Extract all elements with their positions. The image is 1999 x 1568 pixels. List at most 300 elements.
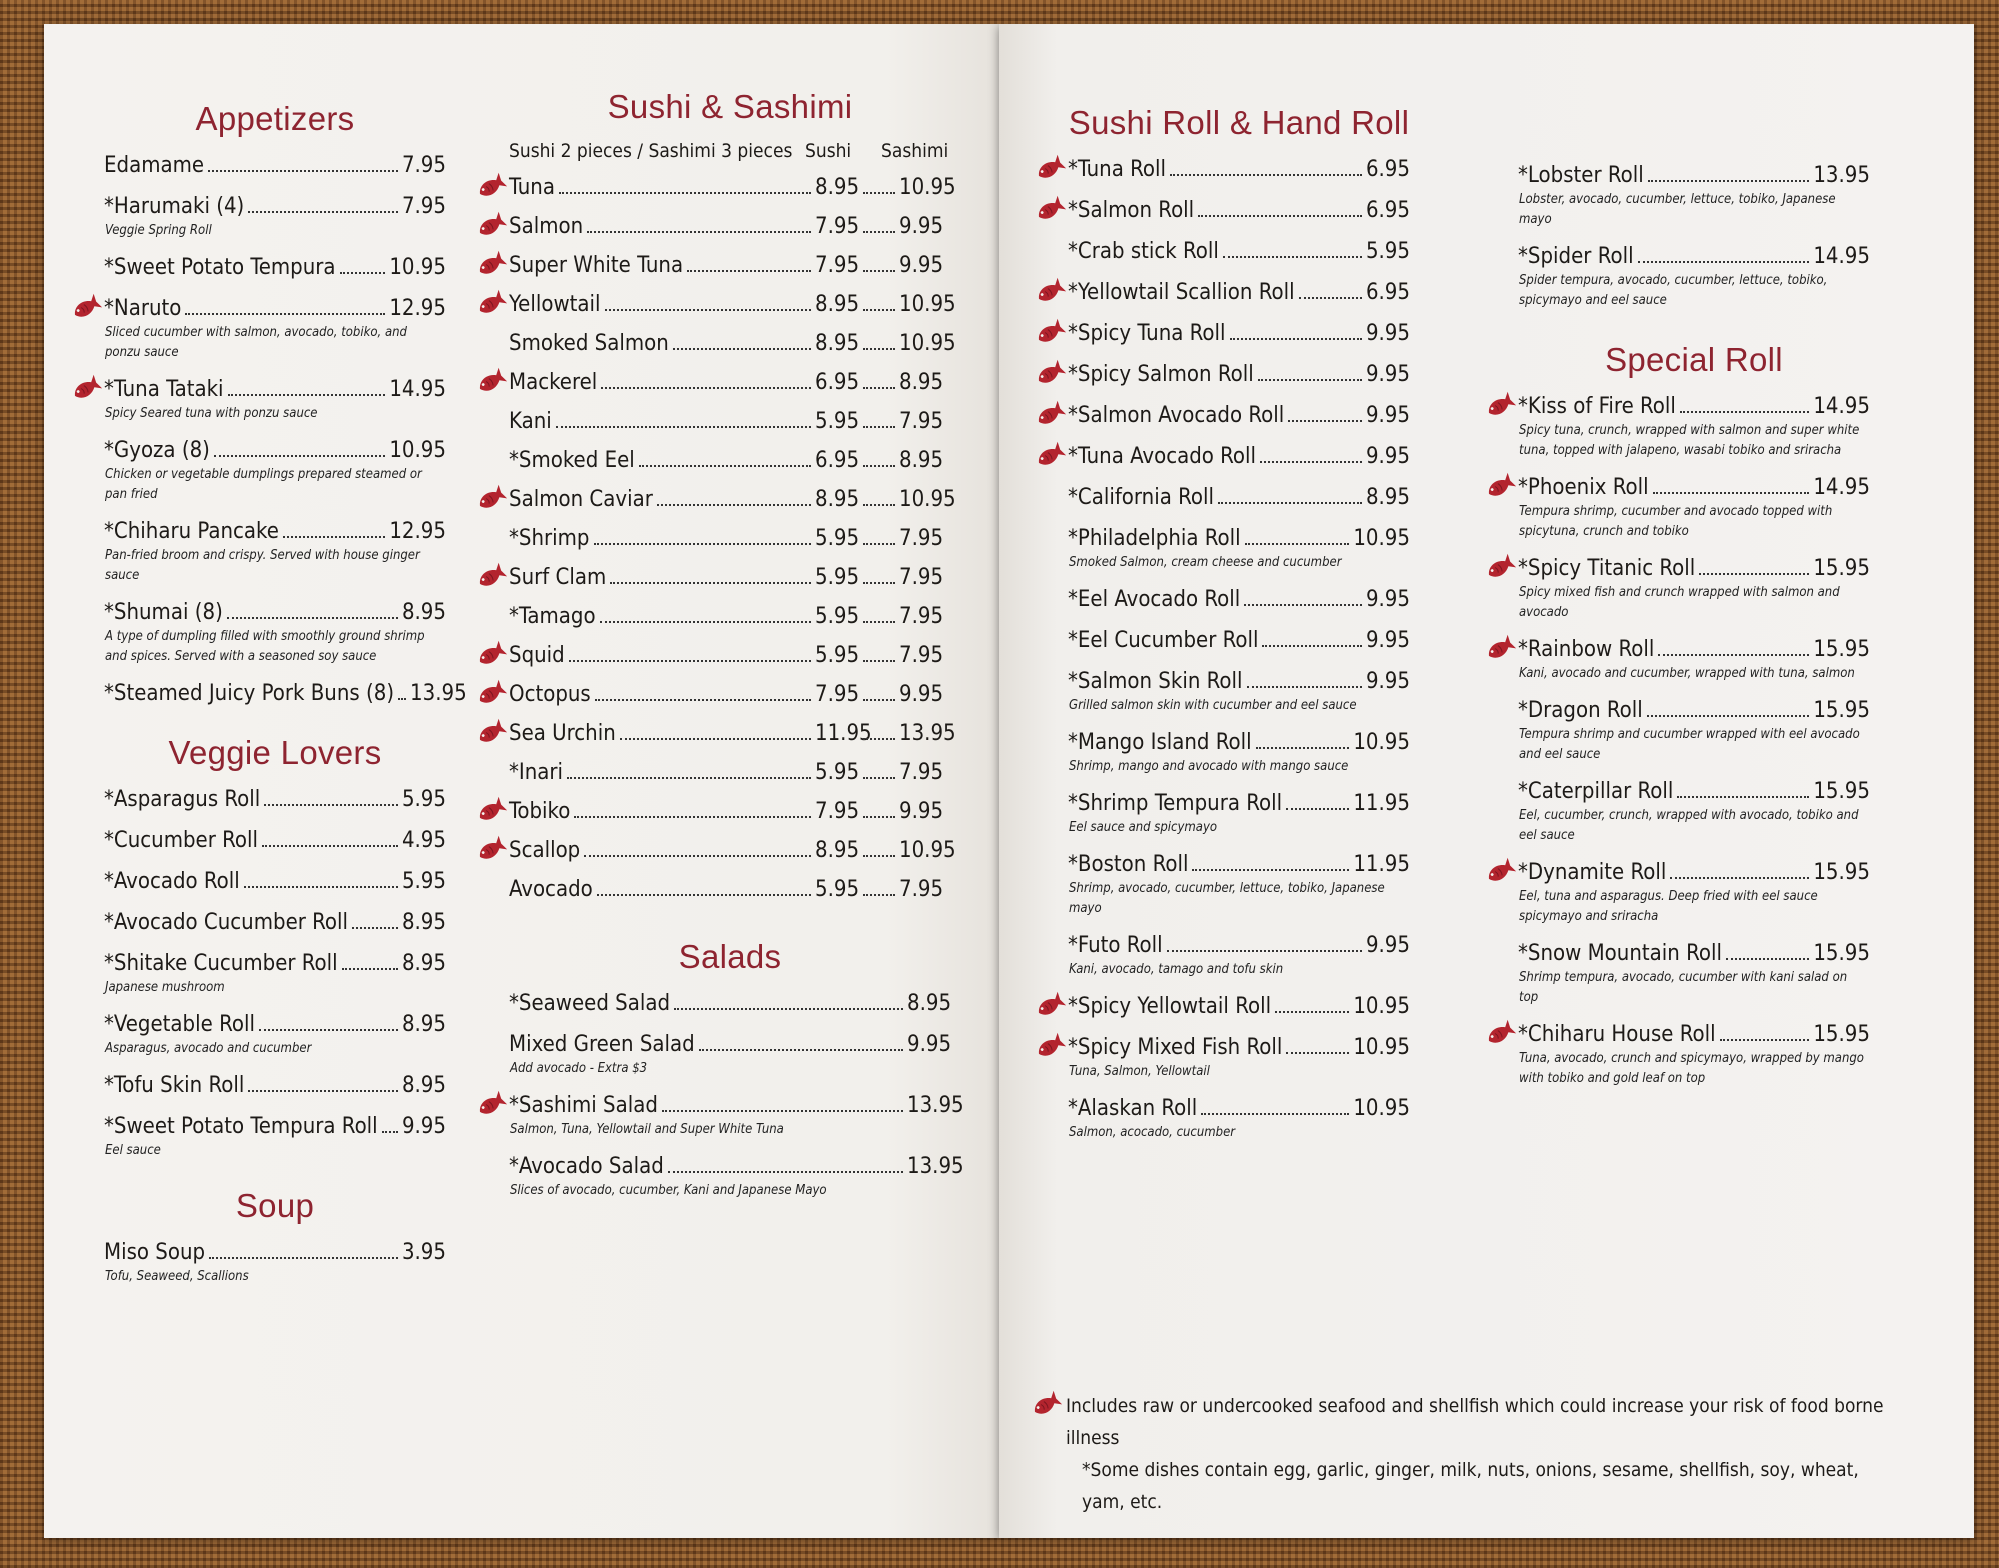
raw-fish-icon bbox=[1034, 991, 1066, 1021]
menu-item-line bbox=[509, 369, 951, 397]
menu-item-name: *Avocado Cucumber Roll bbox=[104, 910, 349, 935]
dot-leader bbox=[1299, 297, 1362, 299]
menu-item-name: *Steamed Juicy Pork Buns (8) bbox=[104, 681, 395, 706]
menu-item bbox=[509, 1153, 964, 1201]
menu-item-line bbox=[1068, 156, 1410, 184]
menu-item-price: 5.95 bbox=[1365, 239, 1410, 264]
menu-item-line bbox=[509, 837, 956, 865]
menu-item-description: Kani, avocado and cucumber, wrapped with tuna, salmon bbox=[1519, 666, 1855, 681]
sashimi-price: 9.95 bbox=[899, 799, 944, 824]
dot-leader bbox=[214, 455, 385, 457]
dot-leader bbox=[863, 699, 895, 701]
menu-item bbox=[104, 827, 446, 855]
menu-item-line bbox=[509, 447, 951, 475]
appetizers-title: Appetizers bbox=[195, 100, 355, 137]
dot-leader bbox=[1647, 715, 1810, 717]
sushi-title: Sushi & Sashimi bbox=[607, 88, 853, 125]
menu-item bbox=[1518, 778, 1870, 846]
dot-leader bbox=[352, 927, 398, 929]
menu-item-line bbox=[1068, 361, 1410, 389]
menu-item-name: *Shitake Cucumber Roll bbox=[104, 951, 338, 976]
menu-item-name: Avocado bbox=[509, 877, 593, 902]
dot-leader bbox=[567, 777, 811, 779]
menu-item-line bbox=[1068, 1034, 1410, 1062]
raw-fish-icon bbox=[475, 640, 507, 670]
menu-item-name: Mackerel bbox=[509, 370, 598, 395]
menu-item-line bbox=[1518, 778, 1870, 806]
menu-item bbox=[104, 680, 467, 708]
menu-item bbox=[509, 252, 951, 280]
menu-item-name: *Vegetable Roll bbox=[104, 1012, 255, 1037]
menu-item-name: Salmon Caviar bbox=[509, 487, 653, 512]
dot-leader bbox=[264, 804, 398, 806]
menu-item-description: Slices of avocado, cucumber, Kani and Japanese Mayo bbox=[510, 1183, 827, 1198]
menu-item bbox=[1068, 1095, 1410, 1143]
menu-item-line bbox=[509, 486, 956, 514]
menu-item-name: *Salmon Skin Roll bbox=[1068, 669, 1243, 694]
menu-item bbox=[509, 1031, 951, 1079]
menu-item-price: 15.95 bbox=[1813, 698, 1870, 723]
sushi-price: 5.95 bbox=[815, 760, 860, 785]
menu-item-description: Veggie Spring Roll bbox=[105, 223, 212, 238]
menu-item-price: 10.95 bbox=[389, 255, 446, 280]
menu-item-description: Eel, cucumber, crunch, wrapped with avocado, tobiko and eel sauce bbox=[1519, 808, 1859, 843]
raw-fish-icon bbox=[475, 250, 507, 280]
menu-item-price: 15.95 bbox=[1813, 779, 1870, 804]
menu-notes bbox=[1066, 1390, 1896, 1518]
menu-item-line bbox=[1518, 697, 1870, 725]
menu-item-line bbox=[1068, 729, 1410, 757]
menu-item bbox=[1518, 474, 1870, 542]
raw-fish-icon bbox=[1034, 1032, 1066, 1062]
menu-item-name: *Seaweed Salad bbox=[509, 991, 671, 1016]
menu-item-description: Shrimp tempura, avocado, cucumber with kani salad on top bbox=[1519, 970, 1848, 1005]
menu-item-line bbox=[1518, 940, 1870, 968]
menu-item-line bbox=[509, 213, 951, 241]
rolls-title: Sushi Roll & Hand Roll bbox=[1068, 104, 1410, 141]
menu-item-price: 8.95 bbox=[401, 1012, 446, 1037]
menu-item-name: Yellowtail bbox=[509, 292, 601, 317]
menu-item bbox=[1068, 484, 1410, 512]
menu-item bbox=[104, 1239, 446, 1287]
dot-leader bbox=[283, 536, 385, 538]
menu-item-line bbox=[1518, 555, 1870, 583]
menu-item-name: *Yellowtail Scallion Roll bbox=[1068, 280, 1295, 305]
dot-leader bbox=[1223, 256, 1362, 258]
dot-leader bbox=[863, 426, 895, 428]
menu-item-line bbox=[104, 950, 446, 978]
menu-item-price: 13.95 bbox=[907, 1093, 964, 1118]
dot-leader bbox=[863, 465, 895, 467]
dot-leader bbox=[1198, 215, 1362, 217]
menu-item bbox=[104, 254, 446, 282]
sashimi-price: 7.95 bbox=[899, 643, 944, 668]
dot-leader bbox=[610, 582, 811, 584]
dot-leader bbox=[398, 698, 406, 700]
menu-item-name: *California Roll bbox=[1068, 485, 1214, 510]
menu-item-line bbox=[104, 152, 446, 180]
raw-fish-icon bbox=[1484, 391, 1516, 421]
dot-leader bbox=[863, 816, 895, 818]
menu-item-line bbox=[104, 518, 446, 546]
menu-item-line bbox=[104, 599, 446, 627]
raw-fish-icon bbox=[475, 1090, 507, 1120]
veggie-title: Veggie Lovers bbox=[168, 734, 382, 771]
dot-leader bbox=[1247, 686, 1362, 688]
menu-item-price: 9.95 bbox=[1365, 321, 1410, 346]
menu-item bbox=[509, 603, 951, 631]
dot-leader bbox=[1192, 869, 1349, 871]
menu-item-line bbox=[1068, 627, 1410, 655]
menu-item-name: *Spicy Tuna Roll bbox=[1068, 321, 1226, 346]
menu-item-name: Tobiko bbox=[509, 799, 571, 824]
menu-item-price: 14.95 bbox=[1813, 394, 1870, 419]
menu-item bbox=[104, 950, 446, 998]
menu-item-price: 10.95 bbox=[1353, 994, 1410, 1019]
menu-item-name: *Tuna Avocado Roll bbox=[1068, 444, 1257, 469]
menu-item bbox=[1068, 156, 1410, 184]
raw-fish-icon bbox=[70, 293, 102, 323]
menu-item bbox=[104, 376, 446, 424]
menu-item-price: 9.95 bbox=[1365, 444, 1410, 469]
sushi-price: 8.95 bbox=[815, 175, 860, 200]
raw-fish-icon bbox=[475, 796, 507, 826]
menu-item-price: 8.95 bbox=[907, 991, 952, 1016]
menu-item-name: Scallop bbox=[509, 838, 581, 863]
menu-item-description: Tempura shrimp and cucumber wrapped with eel avocado and eel sauce bbox=[1519, 727, 1860, 762]
menu-item bbox=[1518, 393, 1870, 461]
menu-item bbox=[1068, 443, 1410, 471]
menu-item-line bbox=[509, 252, 951, 280]
menu-item-line bbox=[1068, 402, 1410, 430]
sushi-price: 5.95 bbox=[815, 565, 860, 590]
menu-item-price: 9.95 bbox=[907, 1032, 952, 1057]
menu-item-name: *Tamago bbox=[509, 604, 596, 629]
menu-item-description: Shrimp, mango and avocado with mango sauce bbox=[1069, 759, 1349, 774]
dot-leader bbox=[1245, 543, 1350, 545]
raw-fish-icon bbox=[475, 172, 507, 202]
menu-item-price: 9.95 bbox=[1365, 362, 1410, 387]
dot-leader bbox=[674, 1008, 903, 1010]
dot-leader bbox=[863, 855, 895, 857]
rolls-column bbox=[1068, 104, 1410, 1156]
menu-item-line bbox=[1068, 586, 1410, 614]
dot-leader bbox=[584, 855, 811, 857]
menu-item bbox=[509, 720, 956, 748]
menu-item-line bbox=[509, 330, 956, 358]
menu-item-name: *Caterpillar Roll bbox=[1518, 779, 1674, 804]
menu-item-price: 8.95 bbox=[401, 600, 446, 625]
sashimi-price: 10.95 bbox=[899, 175, 956, 200]
menu-item bbox=[1068, 851, 1410, 919]
menu-item-name: *Boston Roll bbox=[1068, 852, 1189, 877]
dot-leader bbox=[863, 621, 895, 623]
dot-leader bbox=[1260, 461, 1362, 463]
menu-item-line bbox=[104, 295, 446, 323]
menu-item bbox=[509, 447, 951, 475]
sushi-price: 7.95 bbox=[815, 253, 860, 278]
sushi-price: 6.95 bbox=[815, 448, 860, 473]
sushi-price: 11.95 bbox=[815, 721, 872, 746]
menu-item bbox=[1518, 162, 1870, 230]
menu-item-line bbox=[1518, 162, 1870, 190]
dot-leader bbox=[340, 272, 386, 274]
allergen-text: *Some dishes contain egg, garlic, ginger, milk, nuts, onions, sesame, shellfish, soy, wheat, yam, etc. bbox=[1082, 1459, 1859, 1513]
menu-item-name: *Crab stick Roll bbox=[1068, 239, 1219, 264]
sushi-price: 7.95 bbox=[815, 799, 860, 824]
menu-item-name: *Philadelphia Roll bbox=[1068, 526, 1241, 551]
sashimi-price: 10.95 bbox=[899, 487, 956, 512]
dot-leader bbox=[1677, 796, 1809, 798]
menu-item-description: Asparagus, avocado and cucumber bbox=[105, 1041, 312, 1056]
dot-leader bbox=[673, 348, 811, 350]
menu-item-name: *Kiss of Fire Roll bbox=[1518, 394, 1676, 419]
menu-item-description: Pan-fried broom and crispy. Served with house ginger sauce bbox=[105, 548, 420, 583]
soup-list bbox=[104, 1239, 446, 1287]
special-column bbox=[1518, 162, 1870, 1102]
menu-item bbox=[104, 437, 446, 505]
menu-item-name: Surf Clam bbox=[509, 565, 607, 590]
sashimi-price: 9.95 bbox=[899, 682, 944, 707]
sushi-header-sashimi: Sashimi bbox=[881, 140, 949, 162]
menu-item-line bbox=[104, 437, 446, 465]
menu-item-name: *Phoenix Roll bbox=[1518, 475, 1649, 500]
menu-item bbox=[1068, 586, 1410, 614]
menu-item-line bbox=[509, 798, 951, 826]
menu-item-name: Octopus bbox=[509, 682, 591, 707]
menu-item-price: 13.95 bbox=[1813, 163, 1870, 188]
menu-item-description: Spicy Seared tuna with ponzu sauce bbox=[105, 406, 318, 421]
menu-item-name: Squid bbox=[509, 643, 565, 668]
menu-item bbox=[1518, 243, 1870, 311]
menu-item-description: Grilled salmon skin with cucumber and eel sauce bbox=[1069, 698, 1357, 713]
appetizers-list bbox=[104, 152, 467, 708]
menu-item bbox=[1518, 940, 1870, 1008]
menu-item bbox=[509, 876, 951, 904]
menu-item-line bbox=[509, 1153, 964, 1181]
dot-leader bbox=[657, 504, 811, 506]
menu-item-price: 8.95 bbox=[1365, 485, 1410, 510]
menu-item bbox=[104, 1011, 446, 1059]
menu-item-line bbox=[1518, 636, 1870, 664]
menu-item-line bbox=[104, 1113, 446, 1141]
dot-leader bbox=[1638, 261, 1810, 263]
menu-item-price: 15.95 bbox=[1813, 556, 1870, 581]
menu-item bbox=[509, 408, 951, 436]
sashimi-price: 7.95 bbox=[899, 565, 944, 590]
special-list bbox=[1518, 393, 1870, 1089]
menu-item bbox=[104, 295, 446, 363]
menu-item-name: *Harumaki (4) bbox=[104, 194, 245, 219]
dot-leader bbox=[185, 313, 385, 315]
menu-item-line bbox=[1068, 851, 1410, 879]
sushi-list bbox=[509, 174, 956, 904]
dot-leader bbox=[687, 270, 811, 272]
dot-leader bbox=[601, 387, 811, 389]
sushi-price: 5.95 bbox=[815, 526, 860, 551]
dot-leader bbox=[1670, 877, 1809, 879]
dot-leader bbox=[1680, 411, 1809, 413]
dot-leader bbox=[605, 309, 811, 311]
menu-item-name: *Spicy Titanic Roll bbox=[1518, 556, 1696, 581]
dot-leader bbox=[863, 231, 895, 233]
raw-warning-text: Includes raw or undercooked seafood and shellfish which could increase your risk of food borne illness bbox=[1066, 1395, 1884, 1449]
dot-leader bbox=[863, 504, 895, 506]
dot-leader bbox=[244, 886, 398, 888]
menu-item-price: 15.95 bbox=[1813, 637, 1870, 662]
menu-item-line bbox=[509, 720, 956, 748]
menu-item bbox=[509, 681, 951, 709]
menu-item-name: *Salmon Avocado Roll bbox=[1068, 403, 1285, 428]
menu-item-price: 11.95 bbox=[1353, 791, 1410, 816]
menu-item bbox=[1068, 790, 1410, 838]
raw-fish-icon bbox=[475, 367, 507, 397]
raw-fish-icon bbox=[475, 289, 507, 319]
menu-item bbox=[509, 213, 951, 241]
special-title: Special Roll bbox=[1605, 341, 1783, 378]
menu-item bbox=[1518, 1021, 1870, 1089]
dot-leader bbox=[863, 660, 895, 662]
menu-item-line bbox=[509, 603, 951, 631]
menu-item-line bbox=[509, 1031, 951, 1059]
menu-item-name: *Spicy Yellowtail Roll bbox=[1068, 994, 1272, 1019]
menu-item-price: 9.95 bbox=[1365, 669, 1410, 694]
menu-item-name: *Asparagus Roll bbox=[104, 787, 261, 812]
raw-fish-icon bbox=[70, 374, 102, 404]
sashimi-price: 9.95 bbox=[899, 214, 944, 239]
dot-leader bbox=[1170, 174, 1362, 176]
dot-leader bbox=[1258, 379, 1362, 381]
menu-item-price: 10.95 bbox=[1353, 730, 1410, 755]
sushi-price: 8.95 bbox=[815, 331, 860, 356]
sushi-price: 5.95 bbox=[815, 409, 860, 434]
menu-item-price: 6.95 bbox=[1365, 198, 1410, 223]
menu-item bbox=[509, 486, 956, 514]
menu-item bbox=[1068, 361, 1410, 389]
menu-item-price: 5.95 bbox=[401, 787, 446, 812]
menu-item-name: *Sweet Potato Tempura Roll bbox=[104, 1114, 378, 1139]
dot-leader bbox=[1275, 1011, 1349, 1013]
dot-leader bbox=[863, 192, 895, 194]
menu-item-description: Tuna, avocado, crunch and spicymayo, wrapped by mango with tobiko and gold leaf on top bbox=[1519, 1051, 1864, 1086]
menu-item-name: Smoked Salmon bbox=[509, 331, 669, 356]
menu-item bbox=[1068, 238, 1410, 266]
dot-leader bbox=[556, 426, 811, 428]
menu-item-name: *Spider Roll bbox=[1518, 244, 1634, 269]
menu-item-name: *Eel Avocado Roll bbox=[1068, 587, 1241, 612]
menu-item-name: *Shrimp bbox=[509, 526, 590, 551]
menu-item-line bbox=[509, 681, 951, 709]
menu-item-price: 12.95 bbox=[389, 296, 446, 321]
menu-item-line bbox=[1068, 668, 1410, 696]
dot-leader bbox=[1653, 492, 1810, 494]
dot-leader bbox=[1648, 180, 1810, 182]
menu-item-name: Miso Soup bbox=[104, 1240, 206, 1265]
dot-leader bbox=[259, 1029, 398, 1031]
dot-leader bbox=[1720, 1039, 1810, 1041]
sushi-price: 8.95 bbox=[815, 487, 860, 512]
menu-item-line bbox=[509, 759, 951, 787]
menu-item-price: 6.95 bbox=[1365, 280, 1410, 305]
menu-item bbox=[104, 1113, 446, 1161]
menu-item-line bbox=[1518, 243, 1870, 271]
sushi-price: 5.95 bbox=[815, 877, 860, 902]
menu-item-name: *Mango Island Roll bbox=[1068, 730, 1252, 755]
menu-item bbox=[1068, 279, 1410, 307]
sushi-price: 8.95 bbox=[815, 292, 860, 317]
dot-leader bbox=[863, 582, 895, 584]
menu-item-description: Tuna, Salmon, Yellowtail bbox=[1069, 1064, 1210, 1079]
menu-item bbox=[509, 990, 951, 1018]
sushi-column bbox=[509, 88, 964, 1214]
sushi-price: 7.95 bbox=[815, 682, 860, 707]
menu-item bbox=[1518, 555, 1870, 623]
menu-item bbox=[1068, 1034, 1410, 1082]
sashimi-price: 13.95 bbox=[899, 721, 956, 746]
menu-item-description: Salmon, acocado, cucumber bbox=[1069, 1125, 1236, 1140]
raw-fish-icon bbox=[1484, 857, 1516, 887]
menu-item bbox=[104, 193, 446, 241]
menu-item-description: Add avocado - Extra $3 bbox=[510, 1061, 648, 1076]
menu-item bbox=[1068, 197, 1410, 225]
menu-item-name: Tuna bbox=[509, 175, 555, 200]
menu-item-line bbox=[509, 642, 951, 670]
dot-leader bbox=[1218, 502, 1362, 504]
veggie-list bbox=[104, 786, 446, 1161]
menu-item-description: Smoked Salmon, cream cheese and cucumber bbox=[1069, 555, 1342, 570]
sashimi-price: 10.95 bbox=[899, 331, 956, 356]
menu-item-price: 9.95 bbox=[401, 1114, 446, 1139]
menu-item-line bbox=[1068, 320, 1410, 348]
menu-item-name: *Chiharu House Roll bbox=[1518, 1022, 1716, 1047]
menu-item bbox=[509, 330, 956, 358]
menu-item-line bbox=[104, 680, 467, 708]
menu-item bbox=[1068, 627, 1410, 655]
menu-item bbox=[104, 1072, 446, 1100]
menu-item-name: Mixed Green Salad bbox=[509, 1032, 695, 1057]
menu-item-name: Edamame bbox=[104, 153, 205, 178]
menu-item-name: *Alaskan Roll bbox=[1068, 1096, 1198, 1121]
menu-item-name: *Spicy Salmon Roll bbox=[1068, 362, 1254, 387]
menu-item-price: 9.95 bbox=[1365, 403, 1410, 428]
menu-item-line bbox=[104, 1072, 446, 1100]
menu-item-line bbox=[1068, 993, 1410, 1021]
sashimi-price: 7.95 bbox=[899, 877, 944, 902]
raw-fish-icon bbox=[1034, 154, 1066, 184]
menu-item-name: *Gyoza (8) bbox=[104, 438, 210, 463]
menu-item-description: Eel, tuna and asparagus. Deep fried with eel sauce spicymayo and sriracha bbox=[1519, 889, 1818, 924]
menu-item-name: *Eel Cucumber Roll bbox=[1068, 628, 1259, 653]
sashimi-price: 7.95 bbox=[899, 526, 944, 551]
raw-fish-icon bbox=[1484, 1019, 1516, 1049]
menu-item-price: 8.95 bbox=[401, 910, 446, 935]
sashimi-price: 8.95 bbox=[899, 370, 944, 395]
salads-list bbox=[509, 990, 964, 1201]
menu-item-line bbox=[509, 291, 956, 319]
dot-leader bbox=[342, 968, 398, 970]
menu-item-name: *Dynamite Roll bbox=[1518, 860, 1667, 885]
raw-fish-icon bbox=[1484, 553, 1516, 583]
menu-item-description: Tofu, Seaweed, Scallions bbox=[105, 1269, 249, 1284]
menu-item-price: 10.95 bbox=[1353, 526, 1410, 551]
menu-item-name: *Futo Roll bbox=[1068, 933, 1163, 958]
dot-leader bbox=[209, 1257, 398, 1259]
menu-item-description: Shrimp, avocado, cucumber, lettuce, tobiko, Japanese mayo bbox=[1069, 881, 1385, 916]
dot-leader bbox=[382, 1131, 398, 1133]
dot-leader bbox=[597, 894, 811, 896]
menu-item-description: Tempura shrimp, cucumber and avocado topped with spicytuna, crunch and tobiko bbox=[1519, 504, 1833, 539]
menu-item-name: *Dragon Roll bbox=[1518, 698, 1643, 723]
